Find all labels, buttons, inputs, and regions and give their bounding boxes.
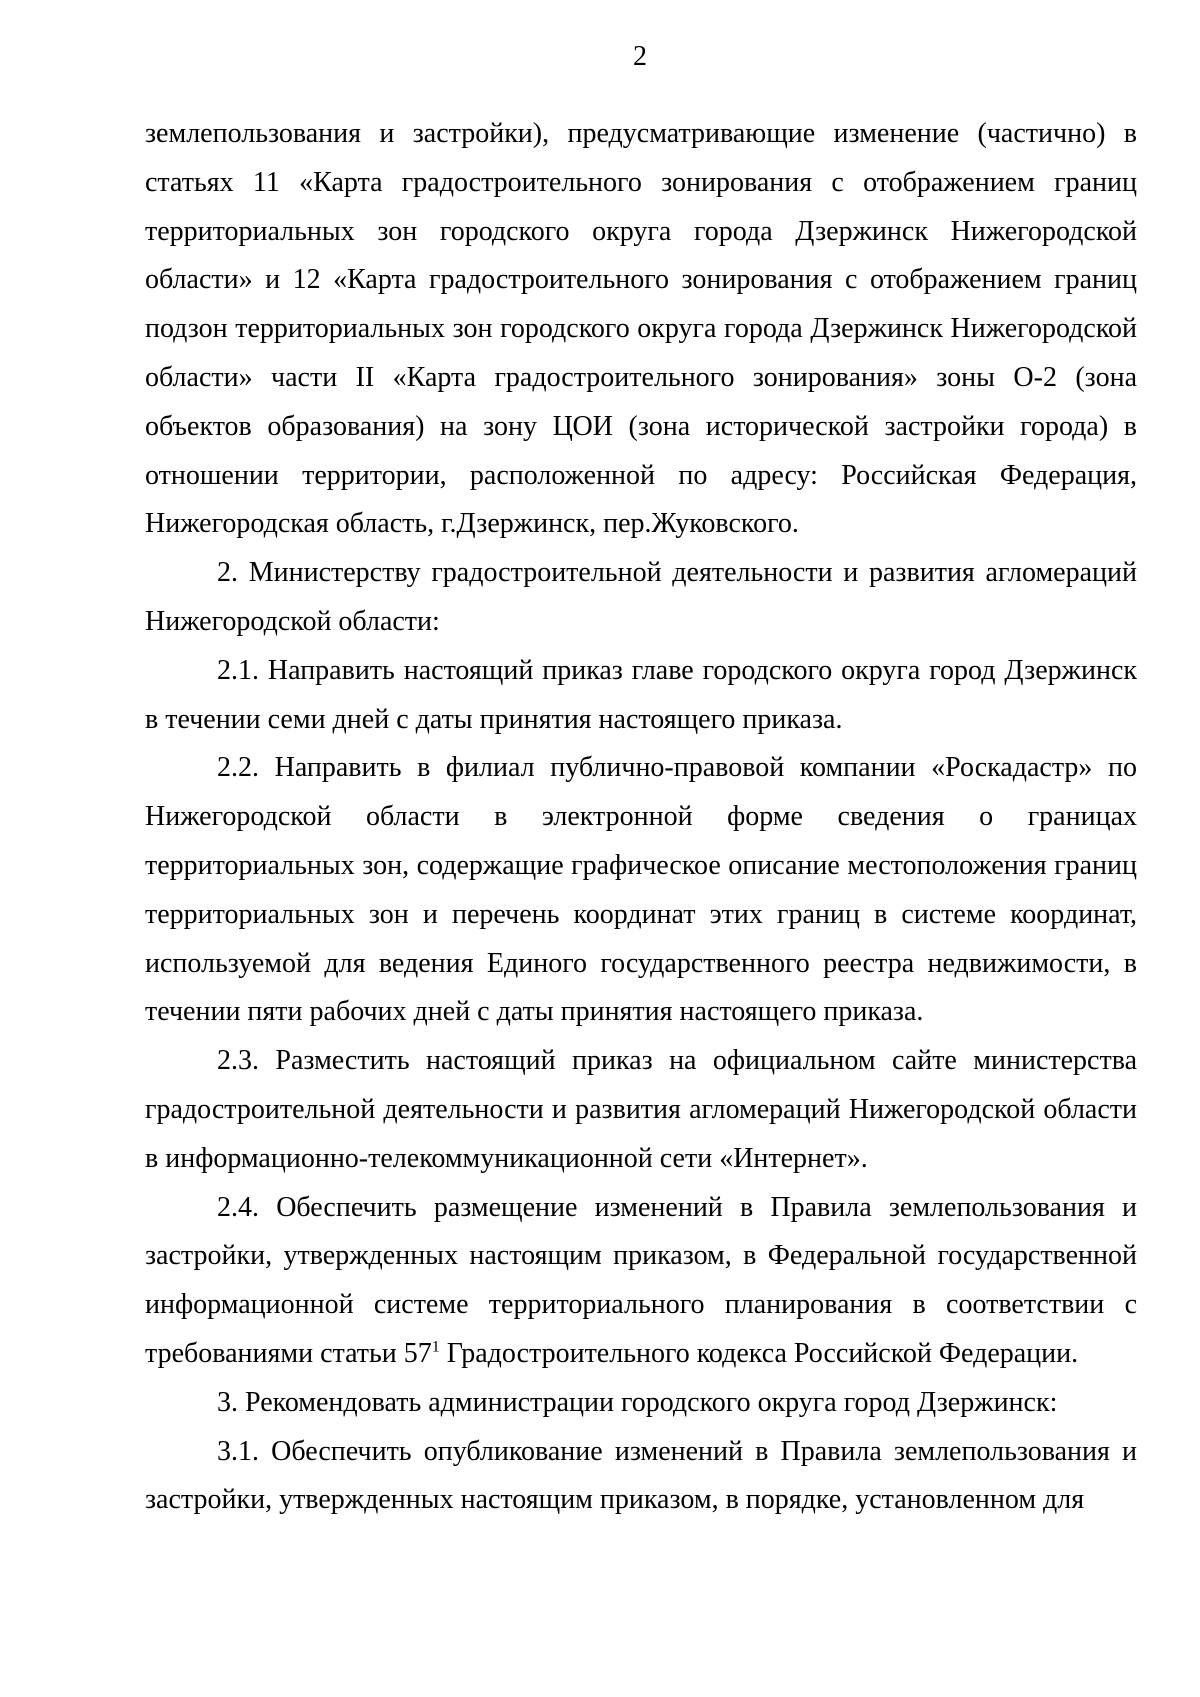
paragraph-item-2-4-text: 2.4. Обеспечить размещение изменений в Правила землепользования и застройки, утвержденных настоящим приказом, в Федеральной государственной информационной системе территориального планирования в соответствии с требованиями статьи 57 (145, 1191, 1137, 1369)
article-superscript: 1 (431, 1338, 440, 1356)
document-body (145, 110, 1137, 1525)
paragraph-item-2-4-text-end: Градостроительного кодекса Российской Федерации. (439, 1337, 1079, 1369)
paragraph-item-3-1: 3.1. Обеспечить опубликование изменений в Правила землепользования и застройки, утвержденных настоящим приказом, в порядке, установленном для (145, 1435, 1137, 1516)
paragraph-item-2-1: 2.1. Направить настоящий приказ главе городского округа город Дзержинск в течении семи дней с даты принятия настоящего приказа. (145, 654, 1137, 735)
paragraph-item-2-2: 2.2. Направить в филиал публично-правовой компании «Роскадастр» по Нижегородской области в электронной форме сведения о границах территориальных зон, содержащие графическое описание местоположения границ территориальных зон и перечень координат этих границ в системе координат, используемой для ведения Единого государственного реестра недвижимости, в течении пяти рабочих дней с даты принятия настоящего приказа. (145, 752, 1137, 1028)
paragraph-item-2-3: 2.3. Разместить настоящий приказ на официальном сайте министерства градостроительной деятельности и развития агломераций Нижегородской области в информационно-телекоммуникационной сети «Интернет». (145, 1045, 1137, 1174)
paragraph-continuation: землепользования и застройки), предусматривающие изменение (частично) в статьях 11 «Карта градостроительного зонирования с отображением границ территориальных зон городского округа города Дзержинск Нижегородской области» и 12 «Карта градостроительного зонирования с отображением границ подзон территориальных зон городского округа города Дзержинск Нижегородской области» части II «Карта градостроительного зонирования» зоны О-2 (зона объектов образования) на зону ЦОИ (зона исторической застройки города) в отношении территории, расположенной по адресу: Российская Федерация, Нижегородская область, г.Дзержинск, пер.Жуковского. (145, 118, 1137, 540)
page-number: 2 (633, 41, 647, 72)
paragraph-item-2-4 (145, 1184, 1137, 1379)
paragraph-item-2: 2. Министерству градостроительной деятельности и развития агломераций Нижегородской области: (145, 557, 1137, 637)
paragraph-item-3: 3. Рекомендовать администрации городского округа город Дзержинск: (217, 1386, 1058, 1418)
